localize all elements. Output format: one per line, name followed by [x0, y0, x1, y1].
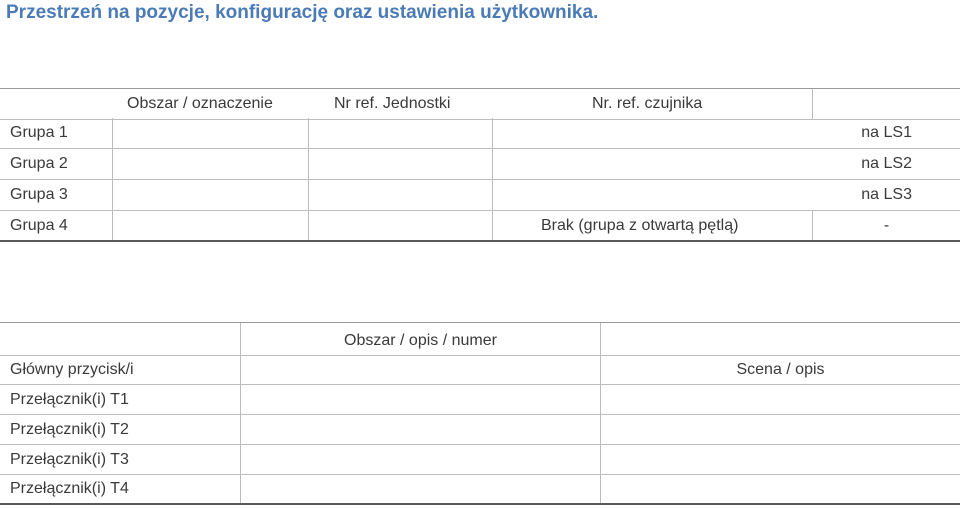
area-cell[interactable]	[112, 149, 308, 179]
row-label: Główny przycisk/i	[10, 360, 134, 378]
group-label: Grupa 1	[10, 124, 68, 141]
area-cell[interactable]	[112, 180, 308, 210]
area-cell[interactable]	[112, 118, 308, 148]
table-row	[0, 385, 960, 415]
area-cell[interactable]	[240, 475, 600, 503]
table-row	[0, 475, 960, 505]
header-empty-cell	[812, 89, 960, 119]
table-row	[0, 445, 960, 475]
ref-units-cell[interactable]	[308, 118, 492, 148]
header-ref-units: Nr ref. Jednostki	[334, 95, 451, 112]
area-cell[interactable]	[240, 385, 600, 414]
scene-cell[interactable]	[600, 475, 960, 503]
row-label: Przełącznik(i) T3	[10, 450, 129, 468]
table-row	[0, 355, 960, 385]
scene-cell[interactable]	[600, 415, 960, 444]
table-row	[0, 415, 960, 445]
loop-cell: na LS3	[492, 180, 960, 210]
table-row	[0, 180, 960, 211]
area-cell[interactable]	[240, 355, 600, 384]
area-cell[interactable]	[112, 211, 308, 240]
table-row	[0, 211, 960, 242]
loop-cell: na LS1	[492, 118, 960, 148]
page-title: Przestrzeń na pozycje, konfigurację oraz ustawienia użytkownika.	[6, 2, 599, 23]
area-cell[interactable]	[240, 415, 600, 444]
ref-units-cell[interactable]	[308, 180, 492, 210]
header-area: Obszar / oznaczenie	[127, 95, 273, 112]
scene-cell[interactable]	[600, 445, 960, 474]
group-label: Grupa 3	[10, 186, 68, 203]
scene-header: Scena / opis	[600, 355, 960, 384]
loop-cell: na LS2	[492, 149, 960, 179]
area-cell[interactable]	[240, 445, 600, 474]
sensor-cell: Brak (grupa z otwartą pętlą)	[492, 211, 812, 240]
loop-cell: -	[812, 211, 960, 240]
table-row	[0, 118, 960, 149]
header-empty-cell	[600, 323, 960, 355]
table-header-row	[0, 88, 960, 120]
ref-units-cell[interactable]	[308, 211, 492, 240]
scene-cell[interactable]	[600, 385, 960, 414]
group-label: Grupa 2	[10, 155, 68, 172]
header-empty-cell	[0, 323, 240, 355]
table-row	[0, 149, 960, 180]
ref-units-cell[interactable]	[308, 149, 492, 179]
table-header-row	[0, 322, 960, 356]
group-label: Grupa 4	[10, 216, 68, 234]
row-label: Przełącznik(i) T2	[10, 420, 129, 438]
row-label: Przełącznik(i) T1	[10, 390, 129, 408]
header-area: Obszar / opis / numer	[240, 323, 600, 355]
header-ref-sensor: Nr. ref. czujnika	[592, 95, 703, 112]
row-label: Przełącznik(i) T4	[10, 480, 129, 497]
